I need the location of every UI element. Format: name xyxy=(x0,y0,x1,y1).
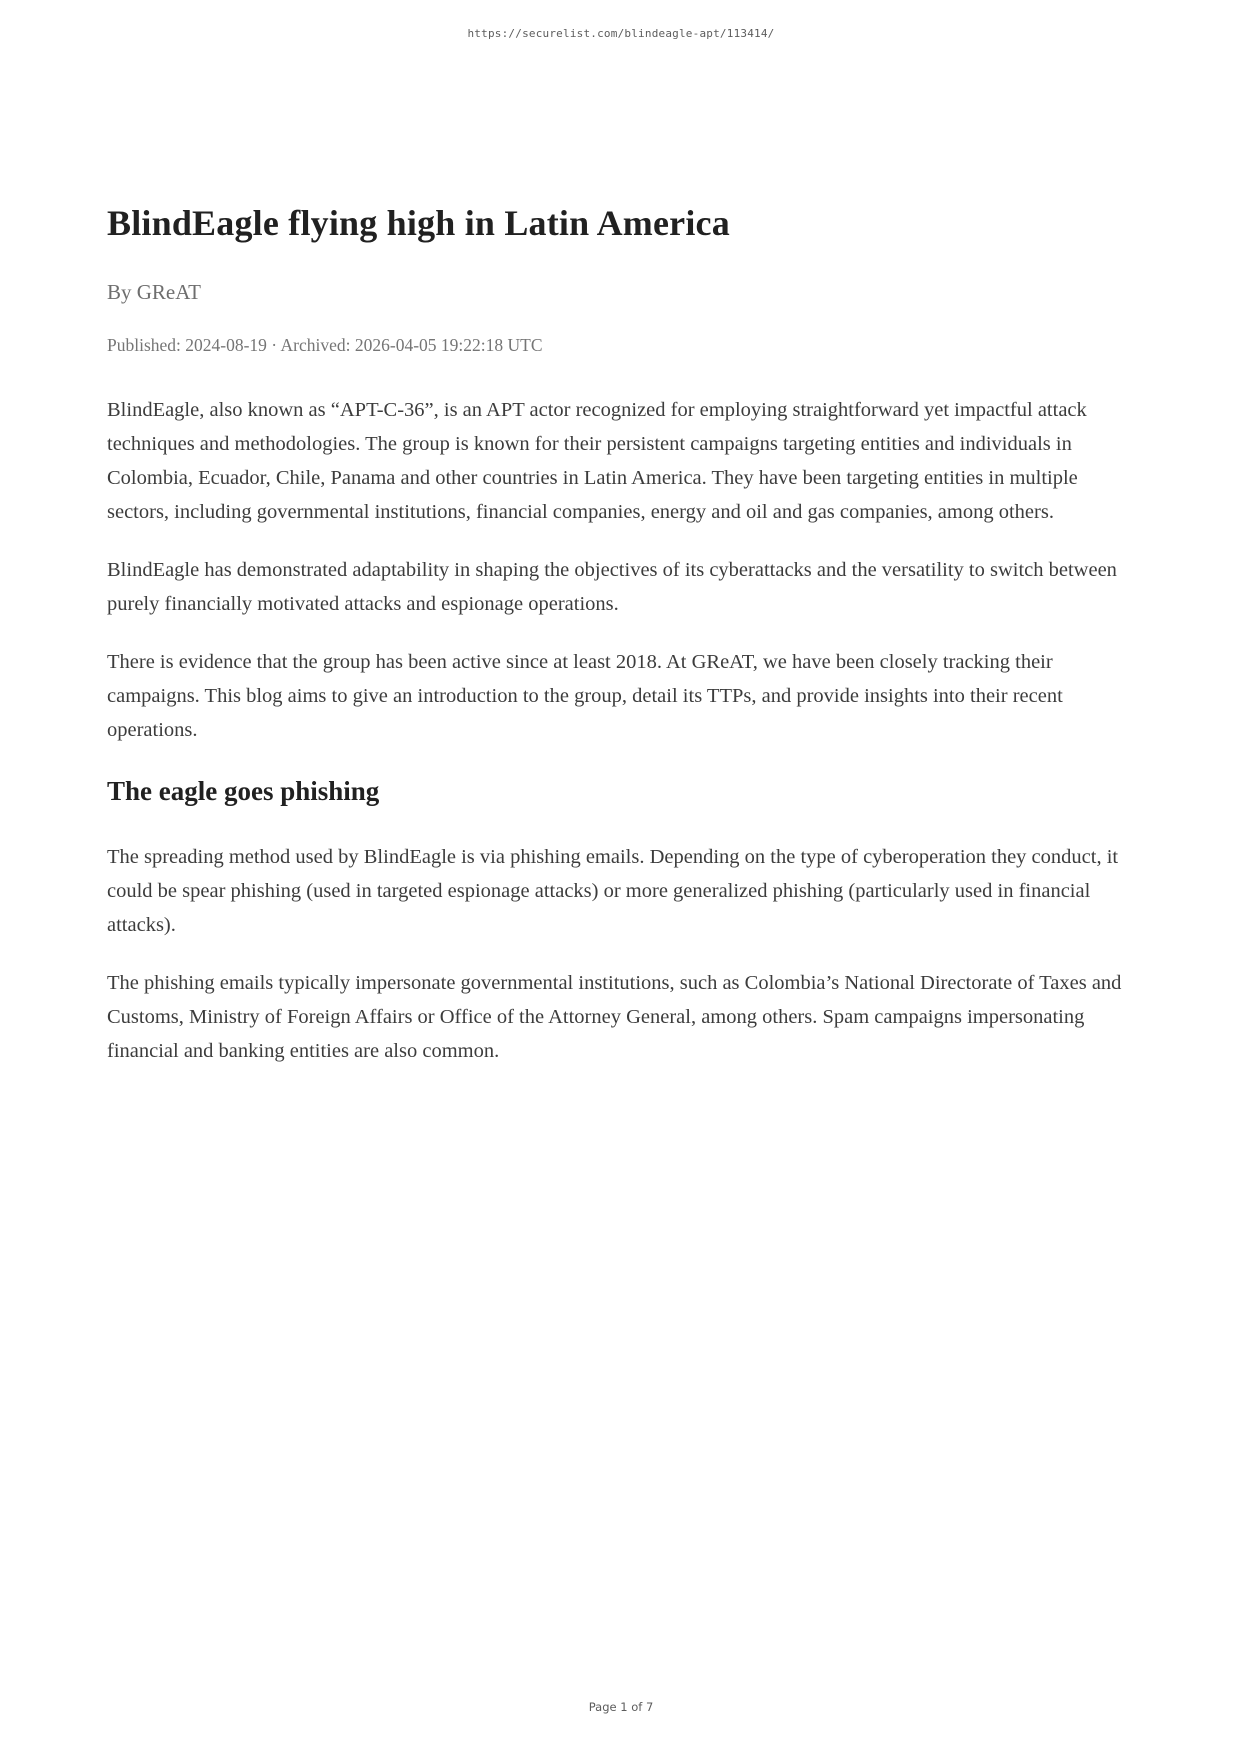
article-meta-dates: Published: 2024-08-19 · Archived: 2026-04-05 19:22:18 UTC xyxy=(107,335,543,355)
article-title: BlindEagle flying high in Latin America xyxy=(107,203,730,243)
article-content xyxy=(107,0,1142,1092)
intro-paragraph-3: There is evidence that the group has been active since at least 2018. At GReAT, we have been closely tracking their campaigns. This blog aims to give an introduction to the group, detail its TTPs, and provide insights into their recent operations. xyxy=(107,651,1063,741)
section-heading-eagle-goes-phishing: The eagle goes phishing xyxy=(107,776,380,806)
section-paragraph-1: The spreading method used by BlindEagle is via phishing emails. Depending on the type of cyberoperation they conduct, it could be spear phishing (used in targeted espionage attacks) or more generalized phishing (particularly used in financial attacks). xyxy=(107,846,1119,936)
intro-paragraph-1: BlindEagle, also known as “APT-C-36”, is an APT actor recognized for employing straightforward yet impactful attack techniques and methodologies. The group is known for their persistent campaigns targeting entities and individuals in Colombia, Ecuador, Chile, Panama and other countries in Latin America. They have been targeting entities in multiple sectors, including governmental institutions, financial companies, energy and oil and gas companies, among others. xyxy=(107,399,1087,523)
article-byline: By GReAT xyxy=(107,280,201,304)
section-paragraph-2: The phishing emails typically impersonate governmental institutions, such as Colombia’s National Directorate of Taxes and Customs, Ministry of Foreign Affairs or Office of the Attorney General, among others. Spam campaigns impersonating financial and banking entities are also common. xyxy=(107,972,1122,1062)
print-footer-page-number: Page 1 of 7 xyxy=(588,1700,654,1714)
print-header-url: https://securelist.com/blindeagle-apt/113414/ xyxy=(467,27,775,40)
intro-paragraph-2: BlindEagle has demonstrated adaptability in shaping the objectives of its cyberattacks and the versatility to switch between purely financially motivated attacks and espionage operations. xyxy=(107,559,1117,615)
